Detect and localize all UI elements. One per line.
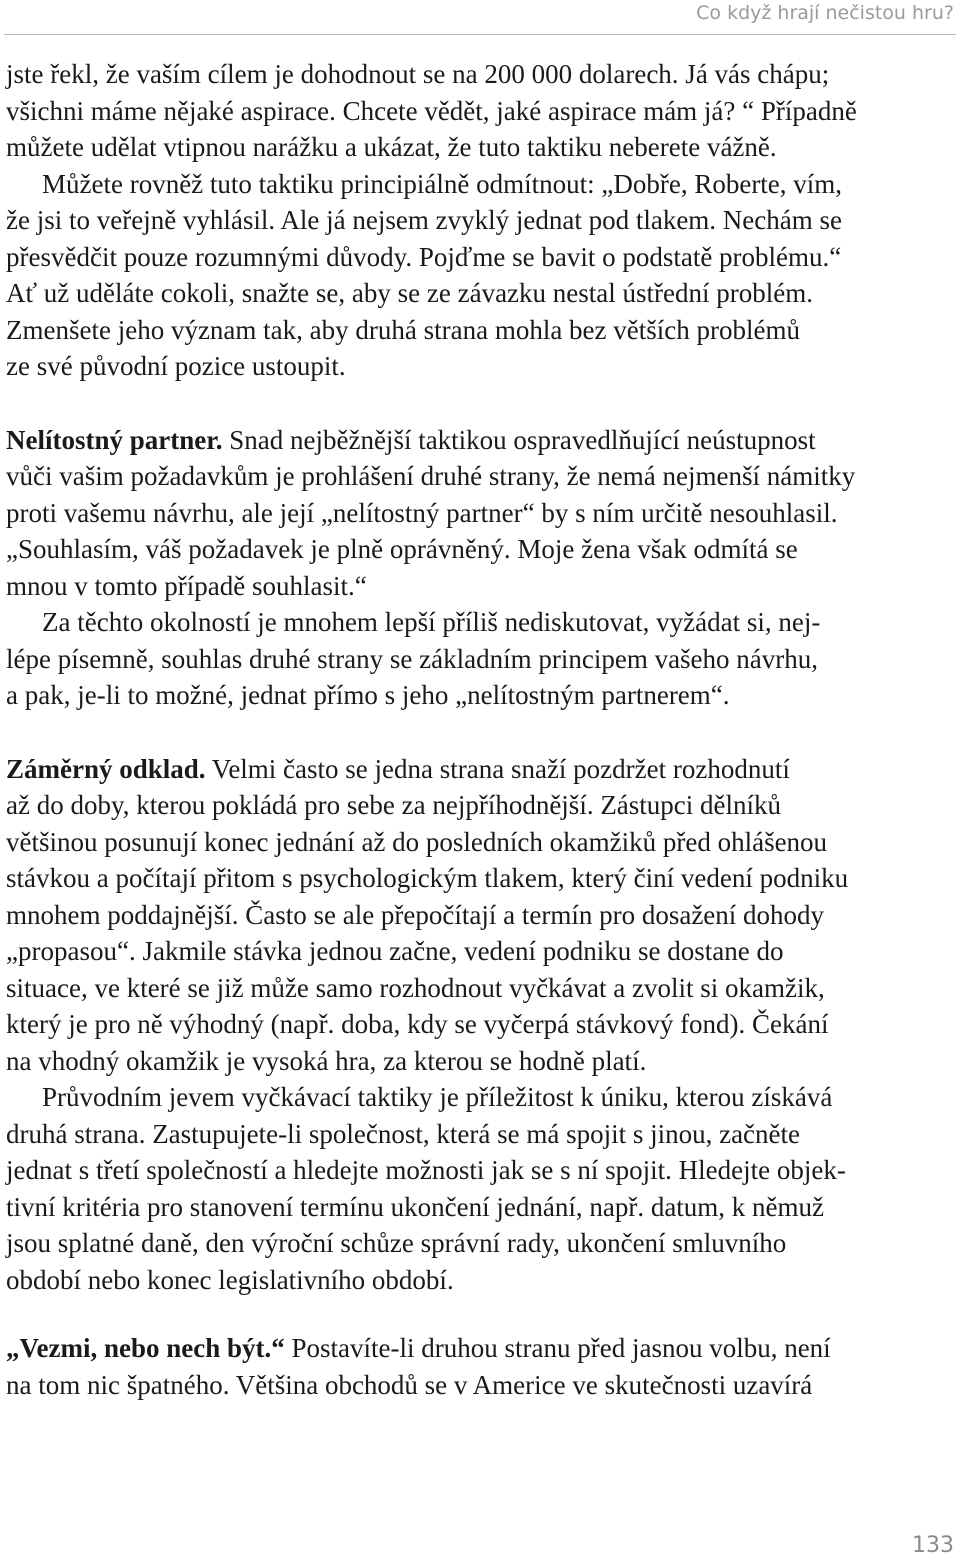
text-line: Ať už uděláte cokoli, snažte se, aby se ze závazku nestal ústřední problém.: [6, 278, 813, 308]
paragraph-escape-opportunity: [6, 1079, 954, 1298]
section-take-it-or-leave-it: [6, 1330, 954, 1403]
text-line: tivní kritéria pro stanovení termínu ukončení jednání, např. datum, k němuž: [6, 1191, 825, 1222]
text-line: [6, 751, 954, 788]
text-line: na tom nic špatného. Většina obchodů se v Americe ve skutečnosti uzavírá: [6, 1369, 813, 1400]
text-line: ze své původní pozice ustoupit.: [6, 351, 346, 381]
text-line: Zmenšete jeho význam tak, aby druhá strana mohla bez větších problémů: [6, 314, 800, 345]
text-line: na vhodný okamžik je vysoká hra, za kterou se hodně platí.: [6, 1045, 647, 1076]
section-gap: [6, 714, 954, 751]
text-run: Velmi často se jedna strana snaží pozdržet rozhodnutí: [205, 753, 790, 784]
text-line: přesvědčit pouze rozumnými důvody. Pojďme se bavit o podstatě problému.“: [6, 241, 842, 272]
section-heading: Záměrný odklad.: [6, 753, 206, 784]
text-line: „Souhlasím, váš požadavek je plně oprávněný. Moje žena však odmítá se: [6, 534, 798, 564]
text-line: a pak, je-li to možné, jednat přímo s jeho „nelítostným partnerem“.: [6, 680, 730, 710]
text-line: Průvodním jevem vyčkávací taktiky je příležitost k úniku, kterou získává: [42, 1082, 833, 1112]
text-line: Můžete rovněž tuto taktiku principiálně odmítnout: „Dobře, Roberte, vím,: [42, 168, 843, 199]
section-heading: Nelítostný partner.: [6, 424, 223, 455]
running-title: Co když hrají nečistou hru?: [696, 2, 954, 24]
text-line: můžete udělat vtipnou narážku a ukázat, že tuto taktiku neberete vážně.: [6, 132, 777, 162]
section-deliberate-delay: [6, 751, 954, 1080]
text-line: „propasou“. Jakmile stávka jednou začne, vedení podniku se dostane do: [6, 936, 784, 966]
body-text: [6, 56, 954, 1403]
text-line: jste řekl, že vaším cílem je dohodnout se na 200 000 dolarech. Já vás chápu;: [6, 59, 830, 89]
text-line: že jsi to veřejně vyhlásil. Ale já nejsem zvyklý jednat pod tlakem. Nechám se: [6, 205, 842, 235]
text-line: který je pro ně výhodný (např. doba, kdy se vyčerpá stávkový fond). Čekání: [6, 1009, 829, 1039]
section-gap: [6, 385, 954, 422]
text-line: mnohem poddajnější. Často se ale přepočítají a termín pro dosažení dohody: [6, 899, 825, 930]
text-line: většinou posunují konec jednání až do posledních okamžiků před ohlášenou: [6, 826, 828, 857]
text-line: všichni máme nějaké aspirace. Chcete vědět, jaké aspirace mám já? “ Případně: [6, 95, 857, 126]
section-heading: „Vezmi, nebo nech být.“: [6, 1333, 285, 1363]
text-line: jsou splatné daně, den výroční schůze správní rady, ukončení smluvního: [6, 1228, 787, 1258]
text-line: Za těchto okolností je mnohem lepší příliš nediskutovat, vyžádat si, nej-: [42, 607, 821, 637]
text-run: Postavíte-li druhou stranu před jasnou volbu, není: [284, 1333, 831, 1363]
text-line: situace, ve které se již může samo rozhodnout vyčkávat a zvolit si okamžik,: [6, 972, 825, 1003]
paragraph-reject-tactic: [6, 166, 954, 385]
text-line: proti vašemu návrhu, ale její „nelítostný partner“ by s ním určitě nesouhlasil.: [6, 497, 838, 528]
text-line: jednat s třetí společností a hledejte možnosti jak se s ní spojit. Hledejte objek-: [6, 1155, 846, 1185]
section-gap: [6, 1298, 954, 1330]
text-line: až do doby, kterou pokládá pro sebe za nejpříhodnější. Zástupci dělníků: [6, 790, 782, 820]
text-line: lépe písemně, souhlas druhé strany se základním principem vašeho návrhu,: [6, 643, 819, 674]
text-line: stávkou a počítají přitom s psychologickým tlakem, který činí vedení podniku: [6, 863, 849, 893]
text-line: vůči vašim požadavkům je prohlášení druhé strany, že nemá nejmenší námitky: [6, 461, 856, 491]
text-line: [6, 422, 954, 459]
text-line: druhá strana. Zastupujete-li společnost, která se má spojit s jinou, začněte: [6, 1118, 801, 1149]
paragraph-advice: [6, 604, 954, 714]
text-line: mnou v tomto případě souhlasit.“: [6, 570, 367, 601]
text-line: období nebo konec legislativního období.: [6, 1264, 454, 1295]
header-rule: [4, 34, 956, 35]
paragraph-continuation: [6, 56, 954, 166]
page-number: 133: [912, 1533, 954, 1558]
section-ruthless-partner: [6, 422, 954, 605]
text-run: Snad nejběžnější taktikou ospravedlňující neústupnost: [222, 424, 816, 455]
text-line: [6, 1330, 954, 1367]
